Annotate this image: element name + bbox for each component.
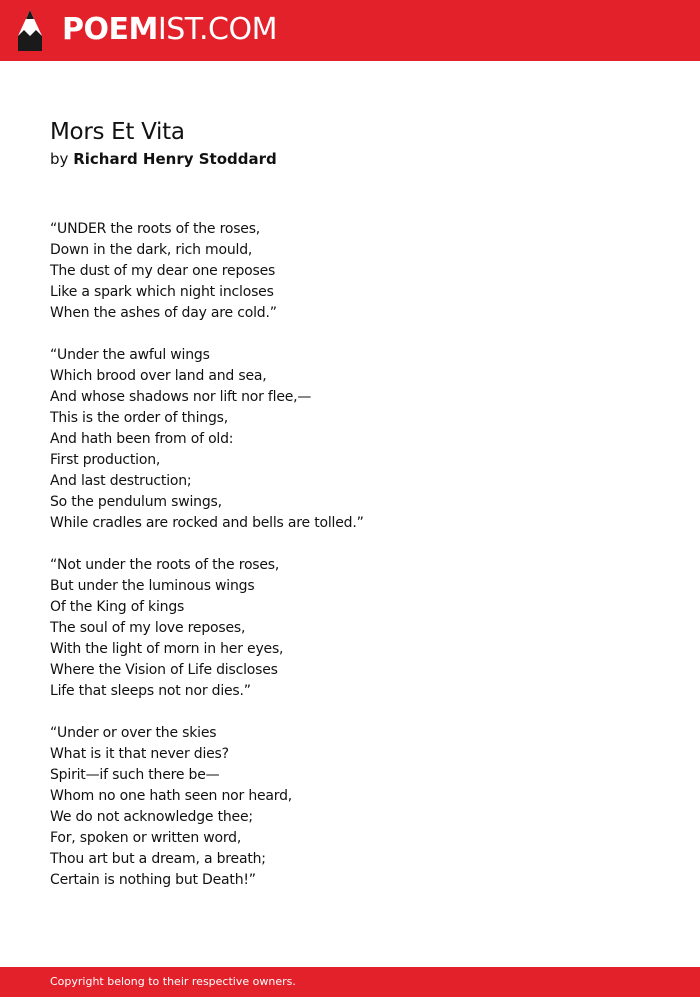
poem-line: Thou art but a dream, a breath; [50,851,266,867]
poem-line: “Under the awful wings [50,347,210,363]
poem-line: Where the Vision of Life discloses [50,662,278,678]
poem-line: Like a spark which night incloses [50,284,274,300]
brand-light: IST.COM [157,12,277,47]
author-name: Richard Henry Stoddard [73,150,277,168]
poem-line: “Not under the roots of the roses, [50,557,280,573]
poem-line: Of the King of kings [50,599,185,615]
poem-body [50,219,670,912]
poem-line: And last destruction; [50,473,192,489]
poem-title: Mors Et Vita [50,119,185,145]
copyright-notice: Copyright belong to their respective owners. [50,975,296,988]
byline [50,149,277,169]
poem-line: So the pendulum swings, [50,494,222,510]
site-footer [0,967,700,997]
poem-line: Certain is nothing but Death!” [50,872,256,888]
poem-line: And whose shadows nor lift nor flee,— [50,389,312,405]
brand-bold: POEM [62,12,158,47]
poem-line: We do not acknowledge thee; [50,809,253,825]
poem-line: “UNDER the roots of the roses, [50,221,261,237]
site-header [0,0,700,61]
poem-line: Which brood over land and sea, [50,368,267,384]
stanza [50,345,670,534]
poem-line: Spirit—if such there be— [50,767,220,783]
by-label: by [50,150,69,168]
poem-line: “Under or over the skies [50,725,217,741]
poem-line: The soul of my love reposes, [50,620,246,636]
stanza [50,723,670,891]
poem-line: While cradles are rocked and bells are tolled.” [50,515,364,531]
poem-line: Life that sleeps not nor dies.” [50,683,251,699]
poem-line: First production, [50,452,161,468]
poem-line: What is it that never dies? [50,746,229,762]
poem-line: With the light of morn in her eyes, [50,641,284,657]
site-logo-text[interactable] [62,12,277,48]
pencil-tip-icon [18,10,42,51]
stanza [50,555,670,702]
stanza [50,219,670,324]
poem-line: But under the luminous wings [50,578,255,594]
poem-line: This is the order of things, [50,410,228,426]
poem-line: For, spoken or written word, [50,830,242,846]
poem-line: When the ashes of day are cold.” [50,305,277,321]
poem-line: And hath been from of old: [50,431,234,447]
poem-line: The dust of my dear one reposes [50,263,276,279]
poem-line: Down in the dark, rich mould, [50,242,253,258]
poem-line: Whom no one hath seen nor heard, [50,788,293,804]
